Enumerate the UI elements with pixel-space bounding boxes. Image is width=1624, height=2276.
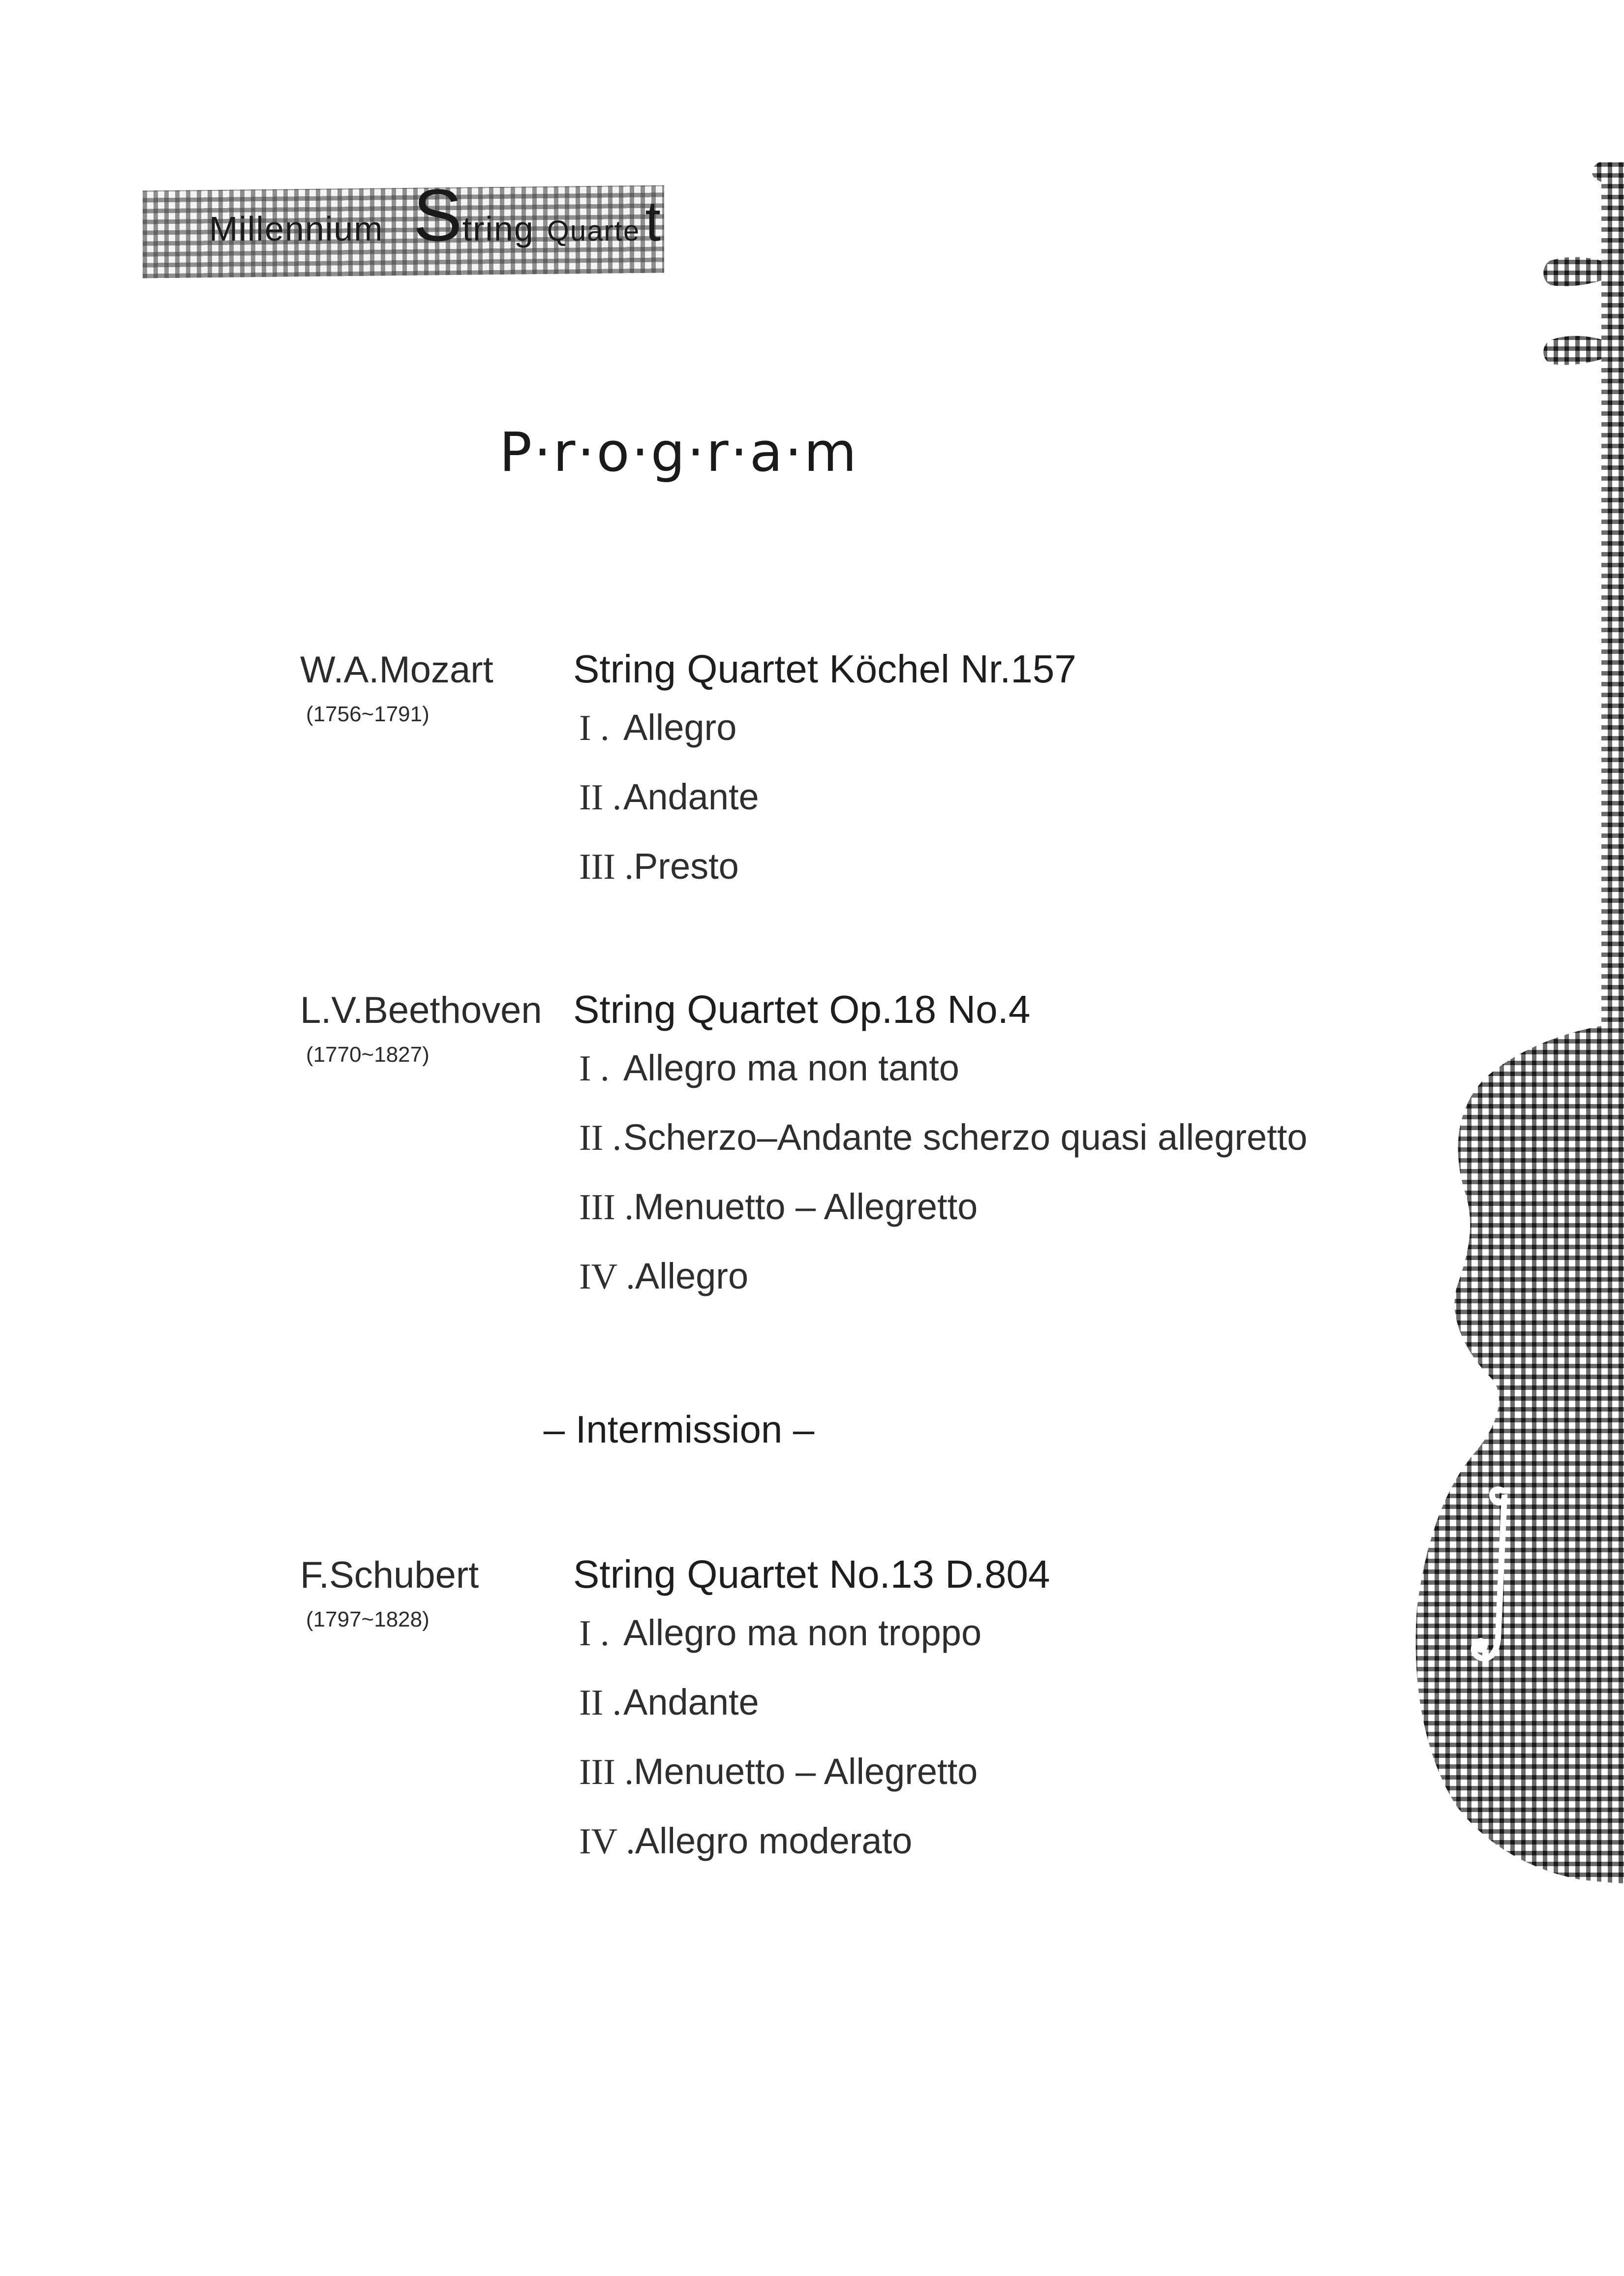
- movement-name: Andante: [623, 776, 759, 817]
- movement-list: [573, 693, 1076, 901]
- movement-item: [573, 1806, 1050, 1876]
- movement-name: Andante: [623, 1682, 759, 1722]
- movement-number: II .: [579, 1118, 622, 1158]
- movement-item: [573, 1103, 1307, 1172]
- movement-item: [573, 1667, 1050, 1737]
- movement-name: Allegro moderato: [635, 1820, 913, 1861]
- movement-number: III .: [579, 1187, 634, 1228]
- movement-name: Allegro ma non troppo: [623, 1612, 982, 1653]
- movement-item: [573, 693, 1076, 762]
- movement-name: Allegro: [623, 707, 737, 748]
- banner-tail-t: t: [645, 190, 661, 253]
- movement-number: IV .: [579, 1257, 635, 1297]
- composer-years: (1797~1828): [306, 1607, 429, 1631]
- movement-number: I .: [579, 1613, 610, 1654]
- movement-item: [573, 1241, 1307, 1311]
- work-block-mozart: [573, 646, 1076, 901]
- work-title: String Quartet Op.18 No.4: [573, 987, 1031, 1031]
- composer-name: L.V.Beethoven: [300, 989, 542, 1031]
- banner-word-quarte: Quarte: [547, 215, 641, 247]
- movement-item: [573, 762, 1076, 831]
- work-title: String Quartet Köchel Nr.157: [573, 647, 1076, 691]
- composer-name: W.A.Mozart: [300, 649, 493, 691]
- work-block-schubert: [573, 1551, 1050, 1876]
- movement-name: Allegro: [635, 1256, 749, 1296]
- movement-number: I .: [579, 1048, 610, 1089]
- violin-body: [1416, 1023, 1624, 1883]
- movement-item: [573, 1737, 1050, 1806]
- violin-f-hole-dot: [1474, 1639, 1488, 1653]
- movement-number: II .: [579, 777, 622, 818]
- movement-name: Allegro ma non tanto: [623, 1047, 959, 1088]
- banner-capital-s: S: [413, 174, 462, 256]
- composer-years: (1756~1791): [306, 702, 429, 726]
- movement-item: [573, 831, 1076, 901]
- movement-number: I .: [579, 708, 610, 748]
- composer-years: (1770~1827): [306, 1043, 429, 1067]
- header-banner: [209, 174, 661, 256]
- movement-item: [573, 1172, 1307, 1241]
- movement-name: Scherzo–Andante scherzo quasi allegretto: [623, 1117, 1308, 1158]
- composer-block-schubert: [300, 1554, 479, 1632]
- movement-number: IV .: [579, 1821, 635, 1862]
- movement-list: [573, 1598, 1050, 1876]
- movement-list: [573, 1033, 1307, 1311]
- composer-name: F.Schubert: [300, 1554, 479, 1596]
- work-block-beethoven: [573, 986, 1307, 1311]
- banner-word-millennium: Millennium: [209, 210, 384, 248]
- composer-block-mozart: [300, 648, 493, 727]
- movement-item: [573, 1033, 1307, 1103]
- composer-block-beethoven: [300, 989, 542, 1067]
- violin-silhouette-icon: [1402, 162, 1624, 2032]
- movement-name: Presto: [633, 846, 739, 887]
- page-title: P·r·o·g·r·a·m: [499, 421, 859, 484]
- movement-name: Menuetto – Allegretto: [633, 1751, 978, 1792]
- movement-item: [573, 1598, 1050, 1667]
- banner-word-tring: tring: [462, 210, 534, 248]
- violin-svg: [1402, 162, 1624, 2032]
- movement-number: III .: [579, 1752, 634, 1792]
- movement-number: III .: [579, 847, 634, 887]
- work-title: String Quartet No.13 D.804: [573, 1552, 1050, 1596]
- movement-name: Menuetto – Allegretto: [633, 1186, 978, 1227]
- intermission-label: – Intermission –: [543, 1408, 815, 1451]
- movement-number: II .: [579, 1683, 622, 1723]
